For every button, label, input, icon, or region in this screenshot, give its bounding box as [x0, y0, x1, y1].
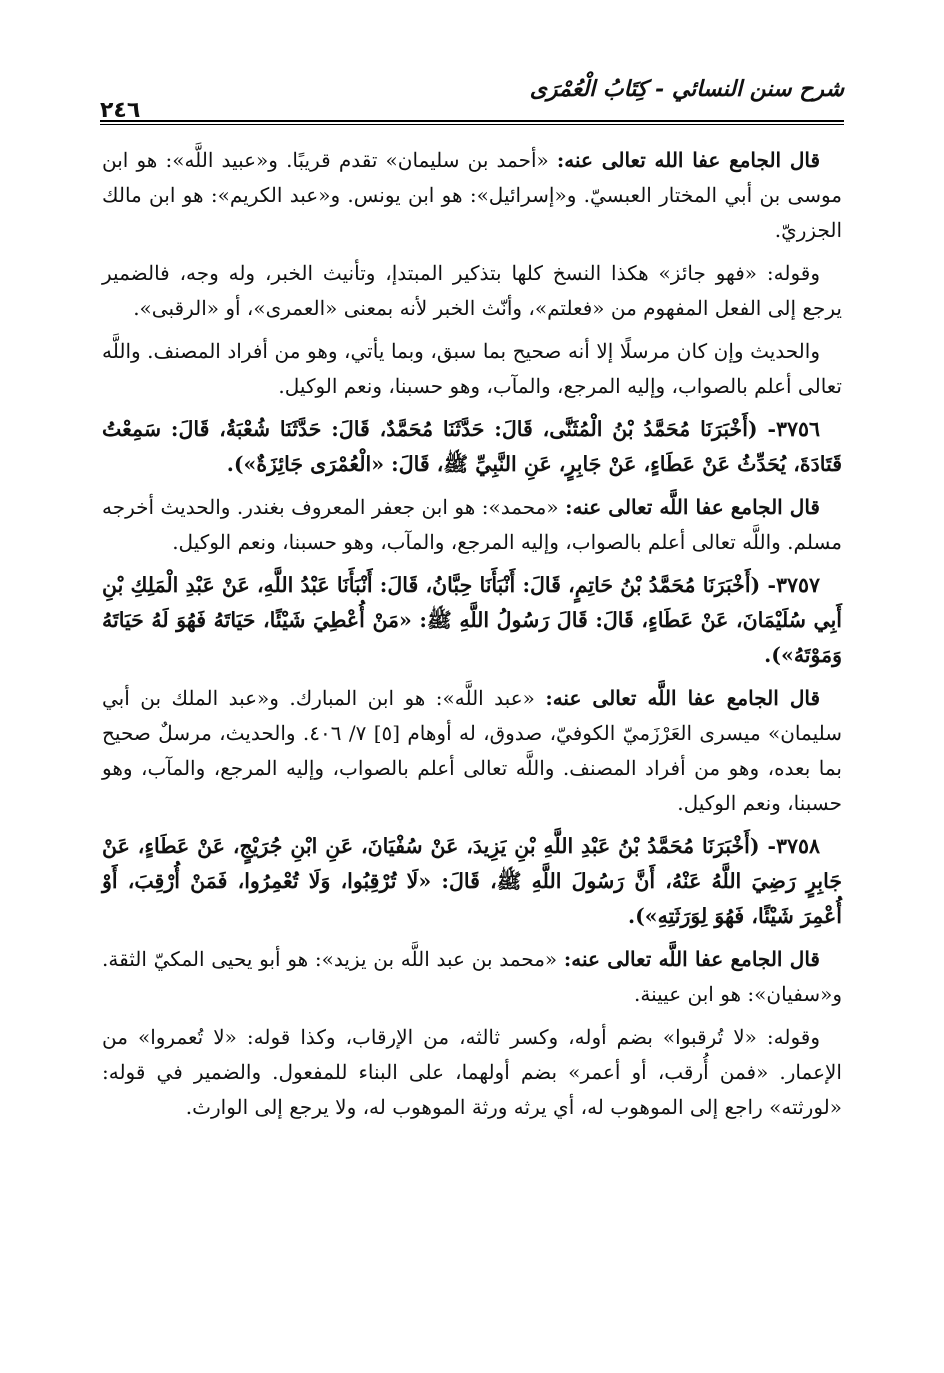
commentary-lead: قال الجامع عفا اللَّه تعالى عنه:	[545, 686, 821, 710]
page-number: ٢٤٦	[100, 98, 141, 123]
commentary-paragraph	[102, 256, 842, 326]
commentary-paragraph	[102, 143, 842, 248]
running-header	[100, 62, 844, 123]
commentary-paragraph	[102, 942, 842, 1012]
hadith-text: (أَخْبَرَنَا مُحَمَّدُ بْنُ حَاتِمٍ، قَالَ: أَنْبَأَنَا حِبَّانُ، قَالَ: أَنْبَأَنَا عَبْدُ اللَّهِ، عَنْ عَبْدِ الْمَلِكِ بْنِ أَبِي سُلَيْمَانَ، عَنْ عَطَاءٍ، قَالَ: قَالَ رَسُولُ اللَّهِ ﷺ: «مَنْ أُعْطِيَ شَيْئًا، حَيَاتَهُ فَهُوَ لَهُ حَيَاتَهُ وَمَوْتَهُ»).	[102, 573, 842, 667]
paragraph-text: «عبد اللَّه»: هو ابن المبارك. و«عبد الملك بن أبي سليمان» ميسرى العَرْزَميّ الكوفيّ، صدوق، له أوهام [٥] ٧/ ٤٠٦. والحديث، مرسلٌ صحيح بما بعده، وهو من أفراد المصنف. واللَّه تعالى أعلم بالصواب، وإليه المرجع، والمآب، وهو حسبنا، ونعم الوكيل.	[102, 686, 842, 815]
page-body	[102, 143, 842, 1133]
paragraph-text: وقوله: «لا تُرقبوا» بضم أوله، وكسر ثالثه، من الإرقاب، وكذا قوله: «لا تُعمروا» من الإعمار. «فمن أُرقب، أو أعمر» بضم أولهما، على البناء للمفعول. والضمير في قوله: «لورثته» راجع إلى الموهوب له، أي يرثه ورثة الموهوب له، ولا يرجع إلى الوارث.	[102, 1025, 842, 1119]
commentary-paragraph	[102, 681, 842, 821]
hadith-text: (أَخْبَرَنَا مُحَمَّدُ بْنُ الْمُثَنَّى، قَالَ: حَدَّثَنَا مُحَمَّدٌ، قَالَ: حَدَّثَنَا شُعْبَةُ، قَالَ: سَمِعْتُ قَتَادَةَ، يُحَدِّثُ عَنْ عَطَاءٍ، عَنْ جَابِرٍ، عَنِ النَّبِيِّ ﷺ، قَالَ: «الْعُمْرَى جَائِزَةٌ»).	[102, 417, 842, 476]
hadith-paragraph	[102, 829, 842, 934]
hadith-number: ٣٧٥٨-	[767, 834, 820, 858]
paragraph-text: وقوله: «فهو جائز» هكذا النسخ كلها بتذكير المبتدإ، وتأنيث الخبر، وله وجه، فالضمير يرجع إلى الفعل المفهوم من «فعلتم»، وأنّث الخبر لأنه بمعنى «العمرى»، أو «الرقبى».	[102, 261, 842, 320]
commentary-paragraph	[102, 490, 842, 560]
hadith-paragraph	[102, 568, 842, 673]
paragraph-text: «محمد بن عبد اللَّه بن يزيد»: هو أبو يحيى المكيّ الثقة. و«سفيان»: هو ابن عيينة.	[102, 947, 842, 1006]
hadith-paragraph	[102, 412, 842, 482]
hadith-number: ٣٧٥٧-	[767, 573, 820, 597]
commentary-lead: قال الجامع عفا اللَّه تعالى عنه:	[565, 495, 820, 519]
header-rule-thin	[100, 124, 844, 125]
commentary-lead: قال الجامع عفا الله تعالى عنه:	[556, 148, 820, 172]
paragraph-text: والحديث وإن كان مرسلًا إلا أنه صحيح بما سبق، وبما يأتي، وهو من أفراد المصنف. واللَّه تعالى أعلم بالصواب، وإليه المرجع، والمآب، وهو حسبنا، ونعم الوكيل.	[102, 339, 842, 398]
paragraph-text: «محمد»: هو ابن جعفر المعروف بغندر. والحديث أخرجه مسلم. واللَّه تعالى أعلم بالصواب، وإليه المرجع، والمآب، وهو حسبنا، ونعم الوكيل.	[102, 495, 842, 554]
commentary-paragraph	[102, 1020, 842, 1125]
commentary-lead: قال الجامع عفا اللَّه تعالى عنه:	[563, 947, 820, 971]
hadith-number: ٣٧٥٦-	[767, 417, 820, 441]
commentary-paragraph	[102, 334, 842, 404]
paragraph-text: «أحمد بن سليمان» تقدم قريبًا. و«عبيد اللَّه»: هو ابن موسى بن أبي المختار العبسيّ. و«إسرائيل»: هو ابن يونس. و«عبد الكريم»: هو ابن مالك الجزريّ.	[102, 148, 842, 242]
hadith-text: (أَخْبَرَنَا مُحَمَّدُ بْنُ عَبْدِ اللَّهِ بْنِ يَزِيدَ، عَنْ سُفْيَانَ، عَنِ ابْنِ جُرَيْجٍ، عَنْ عَطَاءٍ، عَنْ جَابِرٍ رَضِيَ اللَّهُ عَنْهُ، أَنَّ رَسُولَ اللَّهِ ﷺ، قَالَ: «لَا تُرْقِبُوا، وَلَا تُعْمِرُوا، فَمَنْ أُرْقِبَ، أَوْ أُعْمِرَ شَيْئًا، فَهُوَ لِوَرَثَتِهِ»).	[102, 834, 842, 928]
header-rule	[100, 120, 844, 122]
header-title: شرح سنن النسائي - كِتَابُ الْعُمْرَى	[529, 76, 844, 102]
